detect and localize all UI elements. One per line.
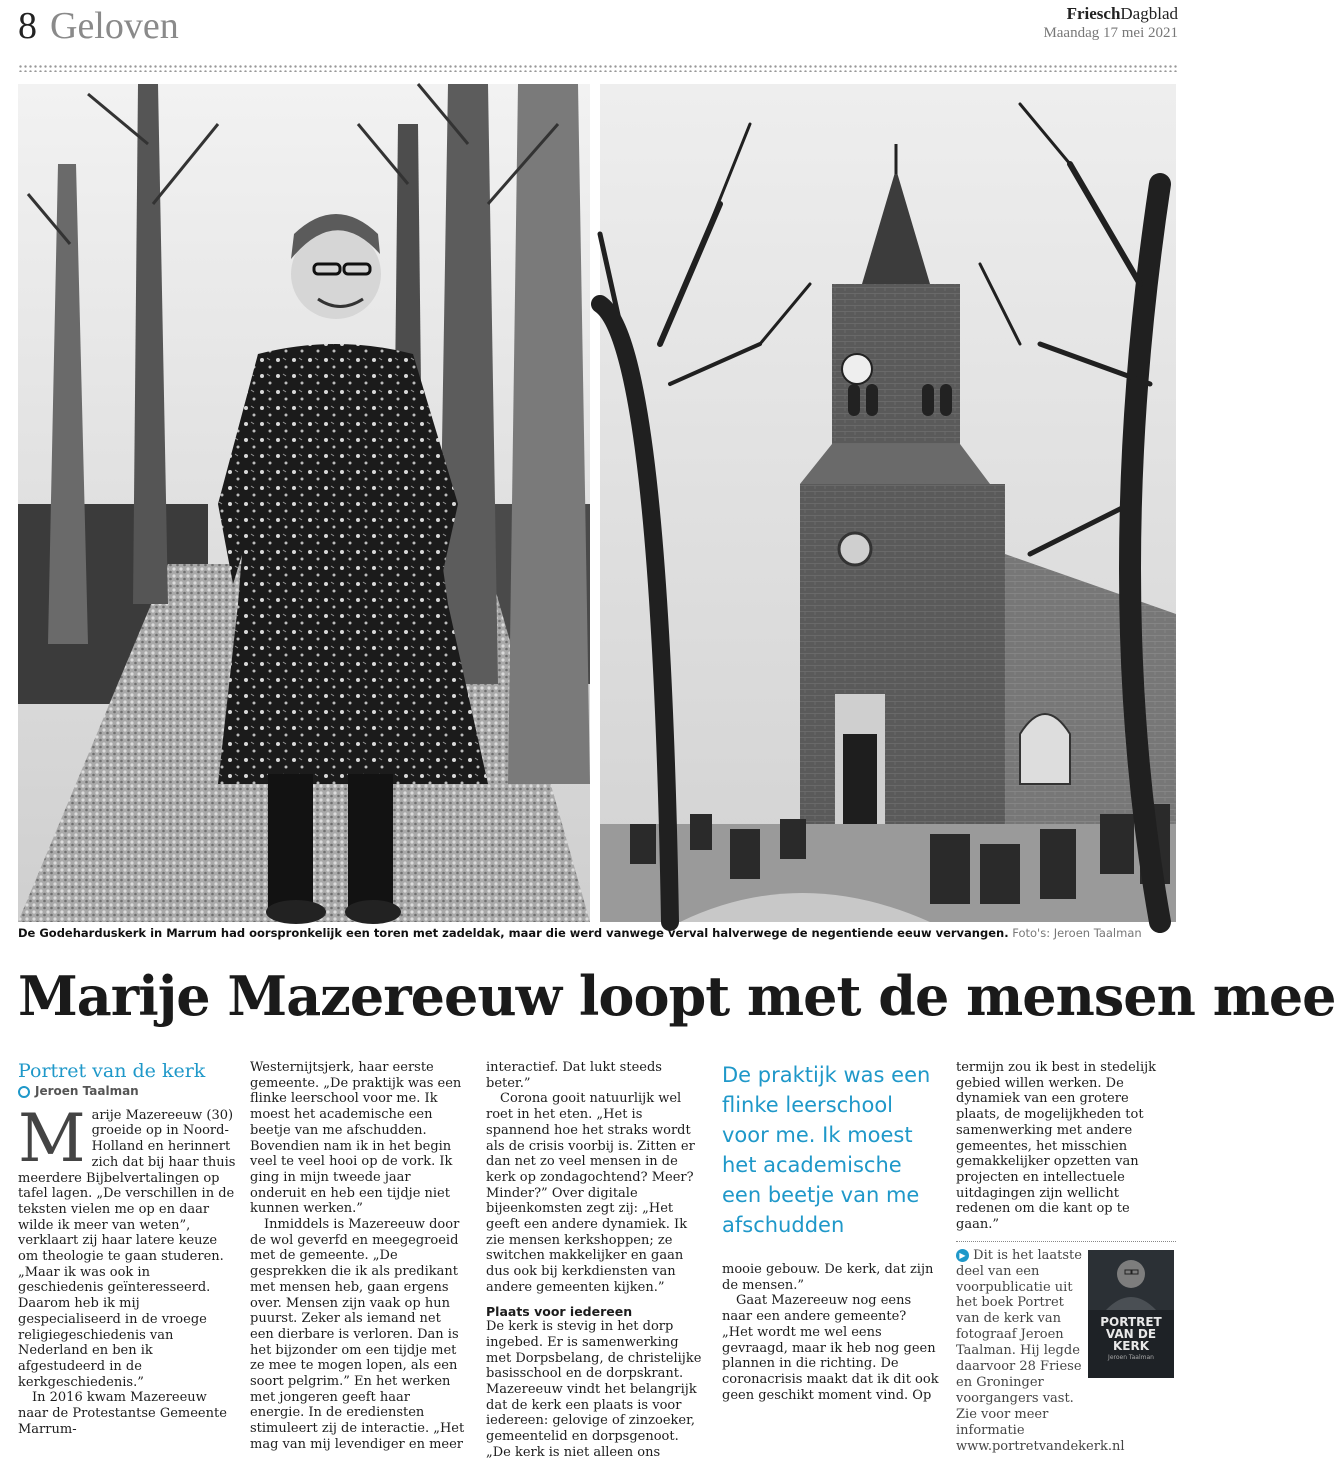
book-author: Jeroen Taalman bbox=[1108, 1353, 1154, 1361]
article-paragraph: De kerk is stevig in het dorp ingebed. Er is samenwerking met Dorpsbelang, de christelijke basisschool en de dorpskrant. Mazereeuw vindt het belangrijk dat de kerk een plaats is voor iedereen: gelovige of zinzoeker, gemeentelid en dorpsgenoot. „De kerk is niet alleen ons bbox=[486, 1319, 702, 1460]
article-column-5 bbox=[956, 1060, 1176, 1455]
article-paragraph: Corona gooit natuurlijk wel roet in het eten. „Het is spannend hoe het straks wordt als de crisis voorbij is. Zitten er dan net zo veel mensen in de kerk op zondagochtend? Meer? Minder?” Over digitale bijeenkomsten zegt zij: „Het geeft een andere dynamiek. Ik zie mensen kerkshoppen; ze switchen makkelijker en gaan dus ook bij kerkdiensten van andere gemeenten kijken.” bbox=[486, 1091, 695, 1295]
drop-cap: M bbox=[18, 1099, 86, 1177]
article-column-3 bbox=[486, 1060, 704, 1461]
book-cover-portrait bbox=[1088, 1250, 1174, 1310]
caption-text: De Godeharduskerk in Marrum had oorspronkelijk een toren met zadeldak, maar die werd vanwege verval halverwege de negentiende eeuw vervangen. bbox=[18, 926, 1009, 940]
article-paragraph: arije Mazereeuw (30) groeide op in Noord-Holland en herinnert zich dat bij haar thuis meerdere Bijbelvertalingen op tafel lagen. „De verschillen in de teksten vielen me op en daar wilde ik meer van weten”, verklaart zij haar latere keuze om theologie te gaan studeren. „Maar ik was ook in geschiedenis geïnteresseerd. Daarom heb ik mij gespecialiseerd in de vroege religiegeschiedenis van Nederland en ben ik afgestudeerd in de kerkgeschiedenis.” bbox=[18, 1107, 236, 1390]
byline bbox=[18, 1084, 236, 1100]
page-number: 8 bbox=[18, 5, 37, 47]
article-column-1 bbox=[18, 1060, 236, 1437]
book-cover-image bbox=[1088, 1250, 1174, 1378]
portrait-photo-image bbox=[18, 84, 590, 922]
series-kicker: Portret van de kerk bbox=[18, 1060, 206, 1082]
article-paragraph: Westernijtsjerk, haar eerste gemeente. „De praktijk was een flinke leerschool voor me. Ik moest het academische een beetje van me afschudden. Bovendien nam ik in het begin veel te veel hooi op de vork. Ik ging in mijn tweede jaar onderuit en heb een tijdje niet kunnen werken.” bbox=[250, 1060, 462, 1217]
masthead bbox=[1043, 4, 1178, 42]
article-headline: Marije Mazereeuw loopt met de mensen mee bbox=[18, 964, 1336, 1028]
newspaper-logo bbox=[1043, 4, 1178, 24]
photo-caption bbox=[18, 926, 1178, 940]
header-divider bbox=[18, 64, 1178, 72]
article-column-4 bbox=[722, 1060, 940, 1403]
pull-quote: De praktijk was een flinke leerschool voor me. Ik moest het academische een beetje van me afschudden bbox=[722, 1063, 931, 1237]
book-info-text bbox=[956, 1247, 1125, 1455]
play-icon: ▶ bbox=[956, 1249, 969, 1262]
article-paragraph: mooie gebouw. De kerk, dat zijn de mensen.” bbox=[722, 1262, 934, 1293]
photo-credit: Foto's: Jeroen Taalman bbox=[1012, 926, 1142, 940]
article-paragraph: In 2016 kwam Mazereeuw naar de Protestantse Gemeente Marrum- bbox=[18, 1390, 227, 1437]
church-photo bbox=[600, 84, 1176, 922]
section-title: Geloven bbox=[50, 5, 179, 47]
user-icon bbox=[18, 1086, 30, 1098]
article-paragraph: Inmiddels is Mazereeuw door de wol geverfd en meegegroeid met de gemeente. „De gesprekken die ik als predikant met mensen heb, gaan ergens over. Mensen zijn vaak op hun puurst. Zeker als iemand net een dierbare is verloren. Dan is het bijzonder om een tijdje met ze mee te mogen lopen, als een soort pelgrim.” En het werken met jongeren geeft haar energie. In de erediensten stimuleert zij de interactie. „Het mag van mij levendiger en meer bbox=[250, 1217, 465, 1452]
brand-bold: Friesch bbox=[1066, 4, 1121, 23]
page-header bbox=[18, 0, 1178, 62]
article-subhead: Plaats voor iedereen bbox=[486, 1303, 633, 1319]
brand-regular: Dagblad bbox=[1120, 4, 1178, 23]
book-info-body: Dit is het laatste deel van een voorpublicatie uit het boek Portret van de kerk van fotograaf Jeroen Taalman. Hij legde daarvoor 28 Friese en Groninger voorgangers vast. Zie voor meer informatie www.portretvandekerk.nl bbox=[956, 1247, 1125, 1454]
article-paragraph: Gaat Mazereeuw nog eens naar een andere gemeente? „Het wordt me wel eens gevraagd, maar ik heb nog geen plannen in die richting. De coronacrisis maakt dat ik dit ook geen geschikt moment vind. Op bbox=[722, 1293, 939, 1403]
author-name: Jeroen Taalman bbox=[35, 1084, 139, 1098]
book-title: PORTRET VAN DE KERK bbox=[1100, 1314, 1162, 1353]
issue-date: Maandag 17 mei 2021 bbox=[1043, 25, 1178, 41]
book-info-box bbox=[956, 1241, 1176, 1455]
portrait-photo bbox=[18, 84, 590, 922]
article-paragraph: termijn zou ik best in stedelijk gebied willen werken. De dynamiek van een grotere plaats, de mogelijkheden tot samenwerking met andere gemeentes, het misschien gemakkelijker opzetten van projecten en intellectuele uitdagingen zijn wellicht redenen om die kant op te gaan.” bbox=[956, 1060, 1157, 1233]
article-paragraph: interactief. Dat lukt steeds beter.” bbox=[486, 1060, 662, 1091]
article-column-2 bbox=[250, 1060, 468, 1453]
church-photo-image bbox=[600, 84, 1176, 922]
